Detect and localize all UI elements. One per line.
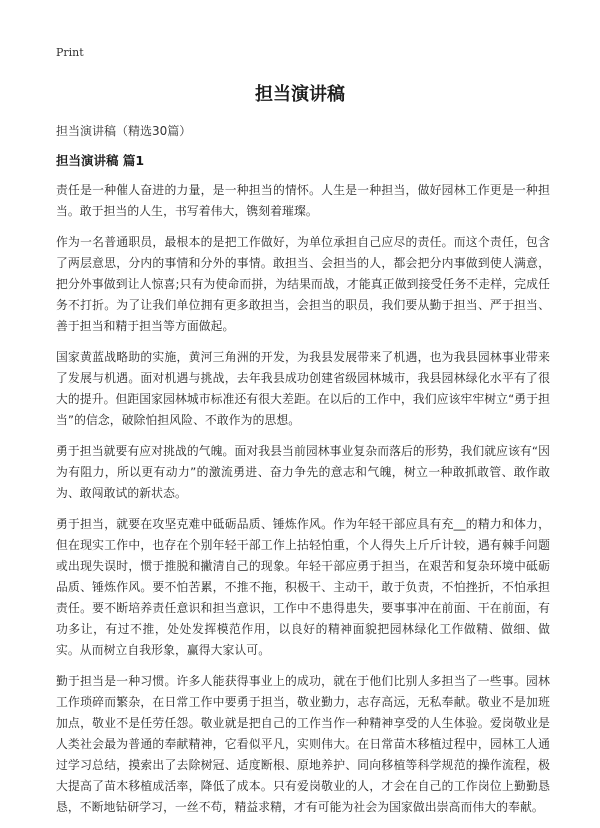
document-title: 担当演讲稿 xyxy=(255,84,345,105)
document-body xyxy=(56,180,550,828)
print-label: Print xyxy=(56,46,84,59)
paragraph: 勇于担当就要有应对挑战的气魄。面对我县当前园林事业复杂而落后的形势，我们就应该有“因为有阻力，所以更有动力”的激流勇进、奋力争先的意志和气魄，树立一种敢抓敢管、敢作敢为、敢闯敢试的新状态。 xyxy=(56,444,550,500)
paragraph: 勇于担当，就要在攻坚克难中砥砺品质、锤炼作风。作为年轻干部应具有充__的精力和体力，但在现实工作中，也存在个别年轻干部工作上拈轻怕重，个人得失上斤斤计较，遇有棘手问题或出现失误时，惯于推脱和撇清自己的现象。年轻干部应勇于担当，在艰苦和复杂环境中砥砺品质、锤炼作风。要不怕苦累，不推不拖，积极干、主动干，敢于负责，不怕挫折，不怕承担责任。要不断培养责任意识和担当意识，工作中不患得患失，要事事冲在前面、干在前面，有功多让，有过不推，处处发挥模范作用，以良好的精神面貌把园林绿化工作做精、做细、做实。从而树立自我形象，赢得大家认可。 xyxy=(56,517,550,657)
paragraph: 国家黄蓝战略助的实施，黄河三角洲的开发，为我县发展带来了机遇，也为我县园林事业带来了发展与机遇。面对机遇与挑战，去年我县成功创建省级园林城市，我县园林绿化水平有了很大的提升。但距国家园林城市标准还有很大差距。在以后的工作中，我们应该牢牢树立“勇于担当”的信念，破除怕担风险、不敢作为的思想。 xyxy=(56,350,550,427)
paragraph: 勤于担当是一种习惯。许多人能获得事业上的成功，就在于他们比别人多担当了一些事。园林工作琐碎而繁杂，在日常工作中要勇于担当，敬业勤力，志存高远，无私奉献。敬业不是加班加点，敬业不是任劳任怨。敬业就是把自己的工作当作一种精神享受的人生体验。爱岗敬业是人类社会最为普通的奉献精神，它看似平凡，实则伟大。在日常苗木移植过程中，园林工人通过学习总结，摸索出了去除树冠、适度断根、原地养护、同向移植等科学规范的操作流程，极大提高了苗木移植成活率，降低了成本。只有爱岗敬业的人，才会在自己的工作岗位上勤勤恳恳，不断地钻研学习，一丝不苟，精益求精，才有可能为社会为国家做出崇高而伟大的奉献。 xyxy=(56,674,550,814)
paragraph: 责任是一种催人奋进的力量，是一种担当的情怀。人生是一种担当，做好园林工作更是一种担当。敢于担当的人生，书写着伟大，镌刻着璀璨。 xyxy=(56,183,550,218)
document-subtitle: 担当演讲稿（精选30篇） xyxy=(56,124,192,138)
paragraph: 作为一名普通职员，最根本的是把工作做好，为单位承担自己应尽的责任。而这个责任，包含了两层意思，分内的事情和分外的事情。敢担当、会担当的人，都会把分内事做到使人满意，把分外事做到让人惊喜;只有为使命而拼，为结果而战，才能真正做到接受任务不走样，完成任务不打折。为了让我们单位拥有更多敢担当，会担当的职员，我们要从勤于担当、严于担当、善于担当和精于担当等方面做起。 xyxy=(56,235,550,333)
section-heading: 担当演讲稿 篇1 xyxy=(56,153,145,168)
